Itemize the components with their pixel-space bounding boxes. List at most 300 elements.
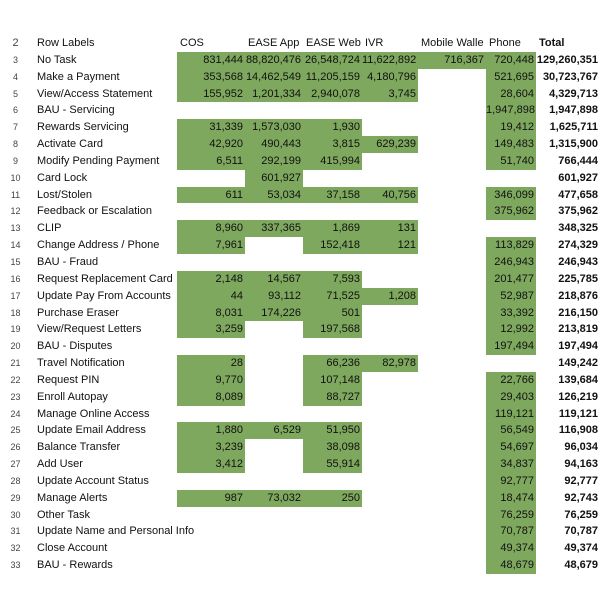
cell-phone[interactable]: 56,549 xyxy=(486,422,536,439)
cell-mobile-wallet[interactable] xyxy=(418,490,486,507)
cell-ease-app[interactable] xyxy=(245,540,303,557)
cell-ease-web[interactable]: 415,994 xyxy=(303,153,362,170)
cell-ease-web[interactable]: 37,158 xyxy=(303,187,362,204)
cell-total[interactable]: 225,785 xyxy=(558,272,598,285)
cell-ease-web[interactable] xyxy=(303,557,362,574)
cell-ease-web[interactable] xyxy=(303,523,362,540)
cell-ease-web[interactable]: 88,727 xyxy=(303,389,362,406)
row-number[interactable]: 13 xyxy=(10,223,21,234)
cell-ease-web[interactable]: 2,940,078 xyxy=(303,86,362,103)
cell-ease-web[interactable]: 66,236 xyxy=(303,355,362,372)
cell-cos[interactable]: 28 xyxy=(177,355,245,372)
row-number[interactable]: 31 xyxy=(10,526,21,537)
row-number[interactable]: 4 xyxy=(12,71,18,82)
cell-phone[interactable] xyxy=(486,170,536,187)
cell-mobile-wallet[interactable]: 716,367 xyxy=(418,52,486,69)
table-row xyxy=(0,69,600,86)
row-label-cell[interactable]: Other Task xyxy=(37,508,90,521)
cell-mobile-wallet[interactable] xyxy=(418,187,486,204)
cell-phone[interactable]: 48,679 xyxy=(486,557,536,574)
cell-total[interactable]: 213,819 xyxy=(558,323,598,336)
row-label-cell[interactable]: Update Account Status xyxy=(37,474,149,487)
row-label-cell[interactable]: Request PIN xyxy=(37,373,100,386)
cell-mobile-wallet[interactable] xyxy=(418,69,486,86)
table-row xyxy=(0,119,600,136)
table-row xyxy=(0,507,600,524)
cell-phone[interactable]: 70,787 xyxy=(486,523,536,540)
cell-total[interactable]: 274,329 xyxy=(558,239,598,252)
row-number[interactable]: 33 xyxy=(10,560,21,571)
column-header-row-labels[interactable]: Row Labels xyxy=(37,37,95,49)
cell-ease-app[interactable]: 14,462,549 xyxy=(245,69,303,86)
cell-ivr[interactable] xyxy=(362,557,418,574)
row-label-cell[interactable]: Make a Payment xyxy=(37,70,120,83)
cell-mobile-wallet[interactable] xyxy=(418,305,486,322)
row-number[interactable]: 32 xyxy=(10,543,21,554)
cell-ease-app[interactable]: 601,927 xyxy=(245,170,303,187)
cell-ivr[interactable] xyxy=(362,119,418,136)
table-row xyxy=(0,136,600,153)
cell-ease-web[interactable]: 7,593 xyxy=(303,271,362,288)
cell-cos[interactable]: 3,239 xyxy=(177,439,245,456)
cell-phone[interactable]: 29,403 xyxy=(486,389,536,406)
row-label-cell[interactable]: Add User xyxy=(37,458,83,471)
cell-total[interactable]: 246,943 xyxy=(558,255,598,268)
row-number[interactable]: 16 xyxy=(10,273,21,284)
cell-ease-web[interactable]: 250 xyxy=(303,490,362,507)
row-number[interactable]: 8 xyxy=(12,139,18,150)
cell-phone[interactable]: 246,943 xyxy=(486,254,536,271)
cell-phone[interactable]: 149,483 xyxy=(486,136,536,153)
row-number[interactable]: 23 xyxy=(10,391,21,402)
cell-ivr[interactable] xyxy=(362,389,418,406)
cell-mobile-wallet[interactable] xyxy=(418,338,486,355)
cell-ease-app[interactable] xyxy=(245,557,303,574)
cell-phone[interactable]: 33,392 xyxy=(486,305,536,322)
cell-mobile-wallet[interactable] xyxy=(418,540,486,557)
cell-phone[interactable]: 22,766 xyxy=(486,372,536,389)
cell-phone[interactable]: 28,604 xyxy=(486,86,536,103)
cell-phone[interactable]: 76,259 xyxy=(486,507,536,524)
cell-total[interactable]: 92,743 xyxy=(564,491,598,504)
row-number[interactable]: 19 xyxy=(10,324,21,335)
cell-ease-app[interactable]: 337,365 xyxy=(245,220,303,237)
cell-ease-app[interactable]: 490,443 xyxy=(245,136,303,153)
cell-phone[interactable]: 19,412 xyxy=(486,119,536,136)
row-number[interactable]: 17 xyxy=(10,290,21,301)
cell-phone[interactable]: 201,477 xyxy=(486,271,536,288)
cell-phone[interactable]: 720,448 xyxy=(486,52,536,69)
cell-total[interactable]: 1,315,900 xyxy=(549,138,598,151)
cell-ease-app[interactable] xyxy=(245,254,303,271)
row-label-cell[interactable]: Request Replacement Card xyxy=(37,272,173,285)
cell-total[interactable]: 375,962 xyxy=(558,205,598,218)
cell-cos[interactable]: 8,089 xyxy=(177,389,245,406)
column-header-ease-app[interactable]: EASE App xyxy=(248,37,300,49)
row-label-cell[interactable]: Enroll Autopay xyxy=(37,390,108,403)
row-label-cell[interactable]: BAU - Fraud xyxy=(37,255,99,268)
cell-ease-app[interactable]: 292,199 xyxy=(245,153,303,170)
cell-cos[interactable]: 1,880 xyxy=(177,422,245,439)
cell-cos[interactable] xyxy=(177,523,245,540)
cell-cos[interactable]: 6,511 xyxy=(177,153,245,170)
cell-ivr[interactable]: 11,622,892 xyxy=(362,52,418,69)
column-header-ease-web[interactable]: EASE Web xyxy=(306,37,361,49)
row-label-cell[interactable]: No Task xyxy=(37,53,77,66)
cell-cos[interactable] xyxy=(177,557,245,574)
cell-total[interactable]: 1,947,898 xyxy=(549,104,598,117)
row-label-cell[interactable]: Card Lock xyxy=(37,171,88,184)
row-label-cell[interactable]: Lost/Stolen xyxy=(37,188,93,201)
row-label-cell[interactable]: Close Account xyxy=(37,542,108,555)
cell-mobile-wallet[interactable] xyxy=(418,389,486,406)
cell-mobile-wallet[interactable] xyxy=(418,523,486,540)
row-number[interactable]: 26 xyxy=(10,442,21,453)
cell-mobile-wallet[interactable] xyxy=(418,254,486,271)
cell-cos[interactable] xyxy=(177,102,245,119)
cell-ivr[interactable] xyxy=(362,372,418,389)
row-number[interactable]: 10 xyxy=(10,172,21,183)
table-row xyxy=(0,523,600,540)
cell-phone[interactable]: 113,829 xyxy=(486,237,536,254)
table-row xyxy=(0,187,600,204)
cell-cos[interactable] xyxy=(177,406,245,423)
row-label-cell[interactable]: Update Pay From Accounts xyxy=(37,289,171,302)
cell-total[interactable]: 149,242 xyxy=(558,357,598,370)
cell-cos[interactable]: 353,568 xyxy=(177,69,245,86)
row-number[interactable]: 7 xyxy=(12,122,18,133)
cell-mobile-wallet[interactable] xyxy=(418,153,486,170)
row-label-cell[interactable]: Travel Notification xyxy=(37,357,125,370)
cell-phone[interactable]: 34,837 xyxy=(486,456,536,473)
cell-ease-app[interactable] xyxy=(245,237,303,254)
cell-mobile-wallet[interactable] xyxy=(418,406,486,423)
cell-ease-web[interactable]: 55,914 xyxy=(303,456,362,473)
cell-ease-app[interactable] xyxy=(245,523,303,540)
column-header-mobile-wallet[interactable]: Mobile Walle xyxy=(421,37,484,49)
cell-phone[interactable]: 51,740 xyxy=(486,153,536,170)
cell-ease-app[interactable]: 88,820,476 xyxy=(245,52,303,69)
cell-ivr[interactable]: 1,208 xyxy=(362,288,418,305)
cell-ivr[interactable]: 629,239 xyxy=(362,136,418,153)
row-number[interactable]: 24 xyxy=(10,408,21,419)
cell-phone[interactable]: 54,697 xyxy=(486,439,536,456)
cell-ivr[interactable] xyxy=(362,153,418,170)
cell-total[interactable]: 139,684 xyxy=(558,373,598,386)
cell-mobile-wallet[interactable] xyxy=(418,271,486,288)
row-label-cell[interactable]: Rewards Servicing xyxy=(37,121,129,134)
row-label-cell[interactable]: BAU - Servicing xyxy=(37,104,115,117)
cell-ease-app[interactable]: 14,567 xyxy=(245,271,303,288)
row-label-cell[interactable]: Update Email Address xyxy=(37,424,146,437)
cell-mobile-wallet[interactable] xyxy=(418,473,486,490)
cell-ease-web[interactable] xyxy=(303,507,362,524)
cell-phone[interactable]: 1,947,898 xyxy=(486,102,536,119)
row-number[interactable]: 20 xyxy=(10,341,21,352)
cell-ivr[interactable] xyxy=(362,473,418,490)
cell-phone[interactable]: 92,777 xyxy=(486,473,536,490)
cell-ivr[interactable] xyxy=(362,406,418,423)
row-number[interactable]: 6 xyxy=(12,105,18,116)
cell-cos[interactable]: 7,961 xyxy=(177,237,245,254)
cell-cos[interactable]: 3,412 xyxy=(177,456,245,473)
cell-mobile-wallet[interactable] xyxy=(418,203,486,220)
cell-ease-web[interactable]: 1,869 xyxy=(303,220,362,237)
cell-cos[interactable]: 44 xyxy=(177,288,245,305)
cell-total[interactable]: 94,163 xyxy=(564,458,598,471)
cell-ease-web[interactable]: 107,148 xyxy=(303,372,362,389)
cell-ease-app[interactable]: 1,201,334 xyxy=(245,86,303,103)
row-label-cell[interactable]: Update Name and Personal Info xyxy=(37,525,195,538)
cell-mobile-wallet[interactable] xyxy=(418,170,486,187)
table-row xyxy=(0,439,600,456)
cell-mobile-wallet[interactable] xyxy=(418,220,486,237)
cell-ease-web[interactable]: 51,950 xyxy=(303,422,362,439)
cell-cos[interactable]: 831,444 xyxy=(177,52,245,69)
cell-cos[interactable] xyxy=(177,170,245,187)
cell-ease-web[interactable]: 1,930 xyxy=(303,119,362,136)
cell-ease-web[interactable] xyxy=(303,203,362,220)
cell-cos[interactable]: 155,952 xyxy=(177,86,245,103)
cell-ivr[interactable] xyxy=(362,102,418,119)
cell-ivr[interactable] xyxy=(362,305,418,322)
cell-mobile-wallet[interactable] xyxy=(418,288,486,305)
cell-mobile-wallet[interactable] xyxy=(418,321,486,338)
cell-total[interactable]: 70,787 xyxy=(564,525,598,538)
cell-ease-web[interactable]: 152,418 xyxy=(303,237,362,254)
cell-ease-web[interactable]: 501 xyxy=(303,305,362,322)
cell-cos[interactable] xyxy=(177,540,245,557)
cell-total[interactable]: 126,219 xyxy=(558,390,598,403)
cell-cos[interactable]: 987 xyxy=(177,490,245,507)
cell-total[interactable]: 76,259 xyxy=(564,508,598,521)
table-row xyxy=(0,102,600,119)
cell-total[interactable]: 601,927 xyxy=(558,171,598,184)
row-number[interactable]: 11 xyxy=(10,189,21,200)
cell-ease-app[interactable]: 53,034 xyxy=(245,187,303,204)
row-number[interactable]: 5 xyxy=(12,88,18,99)
cell-ease-app[interactable] xyxy=(245,473,303,490)
cell-total[interactable]: 119,121 xyxy=(558,407,598,420)
cell-ease-app[interactable] xyxy=(245,338,303,355)
row-number[interactable]: 9 xyxy=(12,155,18,166)
cell-phone[interactable]: 52,987 xyxy=(486,288,536,305)
cell-ivr[interactable]: 82,978 xyxy=(362,355,418,372)
cell-ease-app[interactable] xyxy=(245,372,303,389)
row-label-cell[interactable]: Feedback or Escalation xyxy=(37,205,152,218)
cell-ease-app[interactable]: 174,226 xyxy=(245,305,303,322)
cell-ivr[interactable] xyxy=(362,254,418,271)
cell-ease-app[interactable] xyxy=(245,203,303,220)
cell-ease-web[interactable] xyxy=(303,338,362,355)
cell-cos[interactable]: 31,339 xyxy=(177,119,245,136)
row-number[interactable]: 27 xyxy=(10,459,21,470)
cell-ivr[interactable] xyxy=(362,422,418,439)
table-row xyxy=(0,153,600,170)
cell-ease-app[interactable] xyxy=(245,456,303,473)
cell-total[interactable]: 116,908 xyxy=(558,424,598,437)
cell-ease-app[interactable] xyxy=(245,406,303,423)
cell-total[interactable]: 92,777 xyxy=(564,474,598,487)
cell-cos[interactable]: 611 xyxy=(177,187,245,204)
column-header-ivr[interactable]: IVR xyxy=(365,37,384,49)
cell-phone[interactable]: 119,121 xyxy=(486,406,536,423)
cell-ease-app[interactable] xyxy=(245,321,303,338)
cell-cos[interactable]: 2,148 xyxy=(177,271,245,288)
cell-ivr[interactable]: 4,180,796 xyxy=(362,69,418,86)
cell-cos[interactable] xyxy=(177,338,245,355)
cell-phone[interactable]: 521,695 xyxy=(486,69,536,86)
table-row xyxy=(0,456,600,473)
cell-mobile-wallet[interactable] xyxy=(418,355,486,372)
row-label-cell[interactable]: Modify Pending Payment xyxy=(37,154,160,167)
cell-ivr[interactable] xyxy=(362,490,418,507)
cell-ease-web[interactable] xyxy=(303,406,362,423)
cell-ease-app[interactable]: 93,112 xyxy=(245,288,303,305)
cell-ease-app[interactable] xyxy=(245,355,303,372)
cell-total[interactable]: 48,679 xyxy=(564,559,598,572)
cell-ease-web[interactable]: 197,568 xyxy=(303,321,362,338)
cell-mobile-wallet[interactable] xyxy=(418,136,486,153)
row-number[interactable]: 2 xyxy=(12,37,19,49)
row-number[interactable]: 14 xyxy=(10,240,21,251)
cell-ease-app[interactable] xyxy=(245,389,303,406)
cell-cos[interactable] xyxy=(177,203,245,220)
cell-phone[interactable]: 18,474 xyxy=(486,490,536,507)
row-label-cell[interactable]: Manage Online Access xyxy=(37,407,150,420)
cell-total[interactable]: 477,658 xyxy=(558,188,598,201)
row-label-cell[interactable]: BAU - Rewards xyxy=(37,559,113,572)
cell-total[interactable]: 4,329,713 xyxy=(549,87,598,100)
row-number[interactable]: 15 xyxy=(10,256,21,267)
cell-ivr[interactable] xyxy=(362,321,418,338)
row-label-cell[interactable]: Balance Transfer xyxy=(37,441,121,454)
cell-ease-web[interactable] xyxy=(303,473,362,490)
column-header-phone[interactable]: Phone xyxy=(489,37,521,49)
cell-ivr[interactable]: 131 xyxy=(362,220,418,237)
cell-phone[interactable]: 197,494 xyxy=(486,338,536,355)
column-header-cos[interactable]: COS xyxy=(180,37,204,49)
cell-cos[interactable]: 8,960 xyxy=(177,220,245,237)
cell-mobile-wallet[interactable] xyxy=(418,237,486,254)
cell-mobile-wallet[interactable] xyxy=(418,86,486,103)
row-number[interactable]: 18 xyxy=(10,307,21,318)
cell-cos[interactable]: 42,920 xyxy=(177,136,245,153)
cell-mobile-wallet[interactable] xyxy=(418,102,486,119)
row-label-cell[interactable]: CLIP xyxy=(37,222,62,235)
cell-cos[interactable] xyxy=(177,254,245,271)
cell-mobile-wallet[interactable] xyxy=(418,557,486,574)
row-number[interactable]: 29 xyxy=(10,492,21,503)
row-label-cell[interactable]: Change Address / Phone xyxy=(37,239,160,252)
cell-ivr[interactable] xyxy=(362,439,418,456)
row-label-cell[interactable]: View/Access Statement xyxy=(37,87,153,100)
row-label-cell[interactable]: Activate Card xyxy=(37,138,104,151)
cell-total[interactable]: 96,034 xyxy=(564,441,598,454)
cell-ease-app[interactable] xyxy=(245,102,303,119)
cell-ivr[interactable]: 121 xyxy=(362,237,418,254)
row-number[interactable]: 21 xyxy=(10,358,21,369)
cell-total[interactable]: 216,150 xyxy=(558,306,598,319)
cell-mobile-wallet[interactable] xyxy=(418,456,486,473)
cell-phone[interactable]: 346,099 xyxy=(486,187,536,204)
row-number[interactable]: 3 xyxy=(12,54,18,65)
cell-phone[interactable] xyxy=(486,355,536,372)
cell-ivr[interactable] xyxy=(362,456,418,473)
cell-total[interactable]: 766,444 xyxy=(558,154,598,167)
cell-ease-web[interactable]: 26,548,724 xyxy=(303,52,362,69)
cell-ivr[interactable]: 3,745 xyxy=(362,86,418,103)
cell-total[interactable]: 197,494 xyxy=(558,340,598,353)
cell-ivr[interactable] xyxy=(362,540,418,557)
cell-cos[interactable] xyxy=(177,507,245,524)
cell-ease-app[interactable]: 73,032 xyxy=(245,490,303,507)
cell-total[interactable]: 1,625,711 xyxy=(549,121,598,134)
cell-total[interactable]: 49,374 xyxy=(564,542,598,555)
cell-phone[interactable]: 12,992 xyxy=(486,321,536,338)
cell-ease-web[interactable] xyxy=(303,170,362,187)
cell-ease-web[interactable] xyxy=(303,540,362,557)
cell-phone[interactable] xyxy=(486,220,536,237)
row-number[interactable]: 22 xyxy=(10,374,21,385)
row-label-cell[interactable]: View/Request Letters xyxy=(37,323,142,336)
cell-ivr[interactable] xyxy=(362,338,418,355)
cell-ivr[interactable]: 40,756 xyxy=(362,187,418,204)
cell-cos[interactable]: 9,770 xyxy=(177,372,245,389)
cell-phone[interactable]: 49,374 xyxy=(486,540,536,557)
cell-total[interactable]: 129,260,351 xyxy=(536,53,598,66)
cell-ease-web[interactable]: 3,815 xyxy=(303,136,362,153)
cell-mobile-wallet[interactable] xyxy=(418,507,486,524)
cell-ivr[interactable] xyxy=(362,203,418,220)
cell-ease-app[interactable] xyxy=(245,439,303,456)
cell-ease-web[interactable] xyxy=(303,254,362,271)
cell-cos[interactable]: 8,031 xyxy=(177,305,245,322)
cell-phone[interactable]: 375,962 xyxy=(486,203,536,220)
cell-ease-web[interactable]: 71,525 xyxy=(303,288,362,305)
cell-mobile-wallet[interactable] xyxy=(418,439,486,456)
column-header-total[interactable]: Total xyxy=(539,37,565,49)
row-label-cell[interactable]: Purchase Eraser xyxy=(37,306,119,319)
cell-total[interactable]: 218,876 xyxy=(558,289,598,302)
cell-ivr[interactable] xyxy=(362,523,418,540)
table-row xyxy=(0,338,600,355)
table-row xyxy=(0,473,600,490)
cell-ease-web[interactable]: 38,098 xyxy=(303,439,362,456)
cell-mobile-wallet[interactable] xyxy=(418,422,486,439)
cell-total[interactable]: 30,723,767 xyxy=(542,70,598,83)
cell-mobile-wallet[interactable] xyxy=(418,372,486,389)
row-number[interactable]: 28 xyxy=(10,475,21,486)
cell-ivr[interactable] xyxy=(362,170,418,187)
cell-ease-app[interactable]: 1,573,030 xyxy=(245,119,303,136)
cell-ease-app[interactable] xyxy=(245,507,303,524)
cell-mobile-wallet[interactable] xyxy=(418,119,486,136)
cell-total[interactable]: 348,325 xyxy=(558,222,598,235)
row-label-cell[interactable]: BAU - Disputes xyxy=(37,340,113,353)
cell-cos[interactable] xyxy=(177,473,245,490)
cell-ease-web[interactable]: 11,205,159 xyxy=(303,69,362,86)
row-label-cell[interactable]: Manage Alerts xyxy=(37,491,108,504)
cell-ease-web[interactable] xyxy=(303,102,362,119)
row-number[interactable]: 25 xyxy=(10,425,21,436)
cell-cos[interactable]: 3,259 xyxy=(177,321,245,338)
cell-ivr[interactable] xyxy=(362,271,418,288)
cell-ivr[interactable] xyxy=(362,507,418,524)
row-number[interactable]: 30 xyxy=(10,509,21,520)
cell-ease-app[interactable]: 6,529 xyxy=(245,422,303,439)
row-number[interactable]: 12 xyxy=(10,206,21,217)
